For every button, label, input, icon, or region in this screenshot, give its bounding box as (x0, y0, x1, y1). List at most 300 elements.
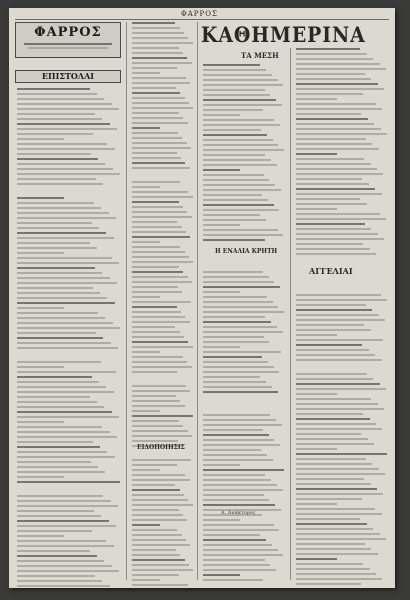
text-line (132, 425, 183, 427)
text-line (17, 366, 64, 368)
text-line (132, 306, 177, 308)
text-line (17, 580, 102, 582)
text-line (296, 98, 337, 100)
text-line (296, 193, 382, 195)
newspaper-page (9, 8, 395, 588)
text-line (296, 568, 370, 570)
text-line (17, 371, 116, 373)
text-line (296, 138, 366, 140)
text-line (203, 74, 272, 76)
text-line (132, 206, 183, 208)
text-line (203, 69, 266, 71)
text-line (203, 574, 240, 576)
text-line (132, 196, 193, 198)
text-line (203, 209, 279, 211)
text-line (296, 238, 384, 240)
text-line (17, 535, 64, 537)
text-line (296, 253, 376, 255)
text-line (17, 555, 97, 557)
text-line (17, 451, 107, 453)
text-line (203, 159, 271, 161)
column-4 (296, 48, 388, 588)
text-line (203, 524, 274, 526)
text-line (203, 444, 280, 446)
text-line (203, 439, 274, 441)
text-line (17, 545, 114, 547)
text-line (132, 524, 160, 526)
text-line (203, 149, 284, 151)
text-line (296, 528, 373, 530)
text-line (296, 299, 387, 301)
text-line (296, 108, 382, 110)
text-line (132, 231, 186, 233)
text-line (296, 378, 373, 380)
text-line (132, 435, 192, 437)
text-line (296, 458, 366, 460)
text-line (203, 434, 269, 436)
text-line (296, 438, 368, 440)
text-line (203, 391, 278, 393)
text-line (17, 227, 99, 229)
text-line (17, 297, 107, 299)
text-line (132, 564, 189, 566)
text-line (17, 272, 102, 274)
text-line (17, 381, 99, 383)
text-line (203, 504, 275, 506)
text-line (17, 183, 103, 185)
left-section-label: ΕΠΙΣΤΟΛΑΙ (41, 71, 95, 81)
text-line (132, 201, 179, 203)
text-line (17, 337, 103, 339)
text-line (132, 241, 160, 243)
text-line (132, 474, 185, 476)
text-line (296, 53, 367, 55)
text-line (132, 554, 180, 556)
text-line (132, 42, 193, 44)
text-line (132, 47, 179, 49)
text-line (296, 48, 360, 50)
text-line (132, 72, 160, 74)
text-line (296, 498, 362, 500)
text-line (296, 123, 374, 125)
text-line (203, 469, 284, 471)
text-line (17, 197, 64, 199)
text-line (17, 525, 116, 527)
text-line (203, 316, 265, 318)
text-line (132, 509, 179, 511)
text-line (203, 164, 277, 166)
left-masthead-title: ΦΑΡΡΟΣ (34, 25, 102, 40)
text-line (296, 203, 367, 205)
text-line (296, 583, 361, 585)
text-line (203, 474, 265, 476)
text-line (132, 366, 192, 368)
text-line (17, 262, 119, 264)
text-line (203, 291, 240, 293)
text-line (203, 311, 284, 313)
text-line (203, 534, 260, 536)
text-line (203, 366, 274, 368)
text-line (203, 169, 240, 171)
text-line (296, 468, 379, 470)
text-line (203, 124, 280, 126)
text-line (203, 234, 283, 236)
text-line (296, 133, 387, 135)
text-line (132, 117, 183, 119)
text-line (132, 147, 191, 149)
text-line (132, 52, 183, 54)
text-line (296, 233, 378, 235)
text-line (17, 237, 114, 239)
text-line (296, 443, 374, 445)
text-line (296, 78, 371, 80)
text-line (296, 118, 368, 120)
text-line (296, 319, 385, 321)
text-line (296, 503, 337, 505)
text-line (203, 356, 262, 358)
text-line (296, 183, 369, 185)
text-line (203, 419, 276, 421)
column-2 (132, 22, 194, 588)
top-rule (15, 19, 389, 20)
text-line (296, 578, 382, 580)
text-line (132, 559, 185, 561)
text-line (132, 62, 192, 64)
text-line (132, 301, 191, 303)
mid-subheading: ΤΑ ΜΕΣΗ (241, 51, 279, 60)
text-line (132, 390, 190, 392)
text-line (203, 454, 267, 456)
text-line (17, 361, 101, 363)
text-line (17, 128, 117, 130)
text-line (17, 446, 100, 448)
text-line (132, 361, 187, 363)
text-line (203, 204, 274, 206)
text-line (296, 324, 364, 326)
text-line (296, 63, 380, 65)
text-line (132, 479, 190, 481)
text-line (296, 478, 364, 480)
text-line (132, 137, 182, 139)
text-line (296, 188, 375, 190)
text-line (17, 202, 94, 204)
text-line (132, 459, 191, 461)
text-line (17, 292, 100, 294)
text-line (296, 168, 377, 170)
text-line (132, 395, 176, 397)
text-line (296, 213, 380, 215)
text-line (17, 510, 94, 512)
text-line (132, 181, 180, 183)
text-line (132, 92, 180, 94)
text-line (203, 414, 270, 416)
text-line (17, 466, 98, 468)
text-line (203, 286, 280, 288)
text-line (203, 464, 240, 466)
text-line (17, 327, 120, 329)
text-line (17, 585, 110, 587)
text-line (17, 93, 97, 95)
text-line (132, 251, 185, 253)
text-line (17, 98, 104, 100)
text-line (203, 84, 283, 86)
text-line (203, 194, 262, 196)
text-line (296, 93, 363, 95)
text-line (203, 214, 260, 216)
text-line (132, 32, 184, 34)
text-line (132, 331, 180, 333)
text-line (296, 383, 380, 385)
text-line (296, 248, 370, 250)
text-line (296, 218, 386, 220)
text-line (132, 162, 185, 164)
left-section-heading (15, 70, 121, 83)
text-line (132, 400, 180, 402)
text-line (203, 94, 270, 96)
text-line (17, 148, 115, 150)
text-line (17, 332, 96, 334)
text-line (203, 129, 261, 131)
text-line (17, 441, 93, 443)
text-line (203, 64, 260, 66)
text-line (17, 222, 92, 224)
text-line (296, 523, 367, 525)
text-line (17, 143, 107, 145)
text-line (203, 371, 279, 373)
text-line (17, 421, 64, 423)
text-line (296, 153, 337, 155)
text-line (17, 232, 106, 234)
text-line (132, 236, 190, 238)
text-line (132, 584, 188, 586)
text-line (132, 186, 160, 188)
text-line (132, 216, 192, 218)
text-line (132, 102, 189, 104)
text-line (203, 189, 281, 191)
text-line (203, 484, 277, 486)
text-line (203, 104, 282, 106)
text-line (203, 376, 260, 378)
text-line (203, 346, 240, 348)
text-line (296, 473, 385, 475)
text-line (132, 489, 180, 491)
text-line (203, 554, 283, 556)
text-line (17, 267, 95, 269)
text-line (203, 489, 283, 491)
text-line (132, 77, 186, 79)
text-line (203, 139, 273, 141)
text-line (296, 508, 375, 510)
text-line (132, 261, 193, 263)
text-line (296, 563, 363, 565)
text-line (203, 184, 275, 186)
text-line (132, 494, 184, 496)
text-line (132, 346, 193, 348)
text-line (296, 334, 337, 336)
text-line (17, 376, 92, 378)
column-3 (203, 64, 285, 584)
text-line (296, 68, 386, 70)
text-line (17, 302, 115, 304)
text-line (132, 246, 180, 248)
text-line (132, 27, 180, 29)
text-line (296, 413, 363, 415)
text-line (132, 82, 190, 84)
text-line (203, 479, 271, 481)
text-line (296, 483, 371, 485)
text-line (132, 430, 188, 432)
text-line (296, 463, 372, 465)
text-line (203, 134, 267, 136)
text-line (296, 173, 383, 175)
right-heading-b: ΑΓΓΕΛΙΑΙ (309, 266, 353, 276)
text-line (132, 321, 190, 323)
text-line (17, 540, 106, 542)
text-line (203, 449, 261, 451)
text-line (296, 518, 360, 520)
text-line (203, 336, 264, 338)
text-line (17, 520, 109, 522)
text-line (296, 73, 365, 75)
text-line (296, 349, 369, 351)
text-line (203, 424, 282, 426)
text-line (17, 505, 118, 507)
text-line (132, 127, 160, 129)
text-line (203, 174, 264, 176)
text-line (296, 309, 372, 311)
text-line (132, 464, 177, 466)
text-line (203, 179, 269, 181)
text-line (132, 191, 188, 193)
text-line (132, 574, 179, 576)
text-line (17, 431, 110, 433)
text-line (132, 356, 183, 358)
text-line (296, 148, 379, 150)
text-line (17, 207, 101, 209)
text-line (132, 221, 177, 223)
text-line (203, 89, 265, 91)
text-line (132, 544, 190, 546)
text-line (17, 495, 103, 497)
text-line (132, 211, 187, 213)
text-line (203, 529, 279, 531)
text-line (203, 564, 270, 566)
text-line (296, 58, 373, 60)
text-line (203, 199, 268, 201)
text-line (132, 405, 185, 407)
text-line (203, 341, 269, 343)
text-line (132, 469, 160, 471)
text-line (17, 476, 64, 478)
text-line (132, 226, 182, 228)
text-line (296, 103, 376, 105)
text-line (203, 154, 265, 156)
text-line (203, 119, 274, 121)
text-line (17, 391, 114, 393)
text-line (296, 163, 371, 165)
text-line (132, 326, 175, 328)
text-line (132, 112, 179, 114)
text-line (296, 548, 371, 550)
text-line (132, 534, 182, 536)
text-line (203, 544, 272, 546)
text-line (296, 223, 365, 225)
text-line (296, 344, 362, 346)
text-line (17, 317, 105, 319)
text-line (203, 559, 265, 561)
text-line (203, 549, 278, 551)
text-line (132, 316, 185, 318)
text-line (17, 386, 106, 388)
text-line (17, 252, 64, 254)
text-line (132, 67, 177, 69)
text-line (203, 331, 283, 333)
text-line (132, 529, 177, 531)
text-line (296, 339, 383, 341)
text-line (17, 103, 112, 105)
text-line (296, 393, 337, 395)
text-line (17, 456, 115, 458)
text-line (203, 326, 277, 328)
gutter-2 (197, 22, 198, 580)
text-line (132, 440, 178, 442)
text-line (203, 306, 278, 308)
text-line (132, 296, 160, 298)
text-line (203, 429, 263, 431)
text-line (17, 401, 97, 403)
text-line (132, 281, 192, 283)
text-line (17, 550, 90, 552)
text-line (132, 499, 188, 501)
text-line (296, 558, 337, 560)
text-line (296, 314, 379, 316)
text-line (17, 312, 98, 314)
text-line (17, 411, 112, 413)
text-line (132, 549, 176, 551)
text-line (296, 403, 378, 405)
text-line (203, 219, 266, 221)
text-line (296, 373, 367, 375)
text-line (296, 83, 378, 85)
text-line (296, 158, 364, 160)
text-line (296, 493, 383, 495)
text-line (17, 257, 112, 259)
text-line (203, 499, 269, 501)
text-line (296, 329, 371, 331)
text-line (17, 515, 101, 517)
text-line (132, 276, 188, 278)
text-line (17, 461, 91, 463)
text-line (17, 570, 119, 572)
text-line (17, 481, 120, 483)
text-line (17, 416, 119, 418)
text-line (17, 406, 104, 408)
text-line (296, 573, 376, 575)
text-line (296, 359, 382, 361)
text-line (132, 152, 177, 154)
text-line (17, 158, 98, 160)
text-line (296, 423, 376, 425)
text-line (203, 276, 269, 278)
text-line (203, 494, 264, 496)
text-line (132, 286, 178, 288)
text-line (132, 97, 185, 99)
text-line (132, 415, 193, 417)
text-line (132, 341, 188, 343)
text-line (132, 132, 178, 134)
text-line (203, 386, 272, 388)
text-line (17, 282, 117, 284)
